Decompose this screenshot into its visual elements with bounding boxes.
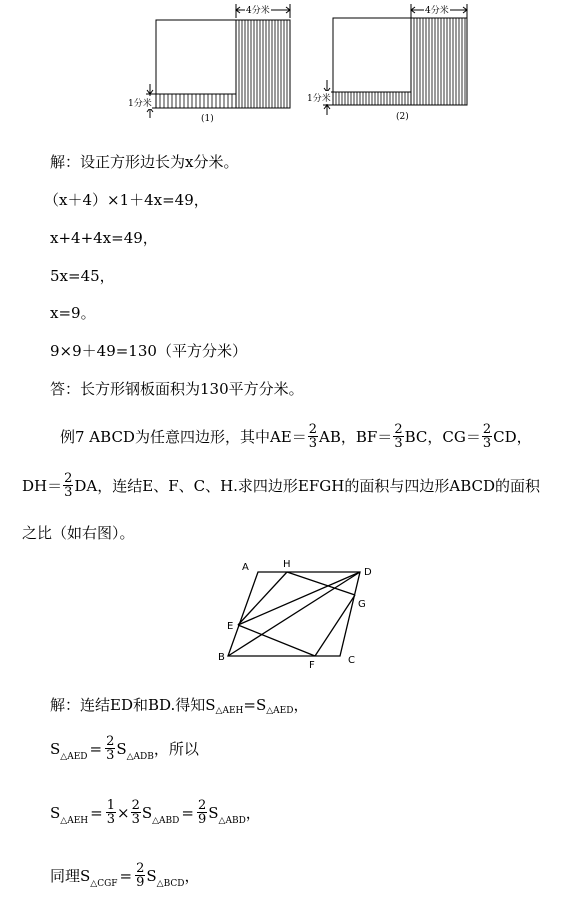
fraction-two-thirds: $\frac{2}{3}$: [64, 471, 73, 500]
fraction-two-thirds: $\frac{2}{3}$: [394, 422, 403, 451]
solution2-line-3: [50, 799, 261, 826]
solution1-line-5: x=9。: [50, 304, 96, 322]
fraction-two-thirds: $\frac{2}{3}$: [308, 422, 318, 451]
figure-1-caption: (1): [201, 114, 214, 124]
solution2-text: 解：连结ED和BD.得知S: [50, 696, 216, 714]
solution1-line-6: 9×9＋49=130（平方分米）: [50, 342, 247, 360]
solution2-line-4: [50, 862, 200, 889]
example7-text-d: CD，: [493, 428, 532, 446]
solution2-line-2: [50, 735, 199, 762]
solution2-text: S: [141, 803, 153, 822]
vertex-H: H: [283, 559, 291, 570]
solution2-line-1: [50, 694, 308, 716]
solution2-text: ，所以: [153, 740, 199, 758]
solution1-line-3: x+4+4x=49，: [50, 229, 158, 247]
solution2-text: S: [50, 739, 61, 758]
vertex-B: B: [218, 652, 225, 663]
fraction-two-thirds: $\frac{2}{3}$: [482, 422, 492, 451]
figure-2: [307, 0, 477, 130]
solution1-answer: 答：长方形钢板面积为130平方分米。: [50, 380, 304, 398]
figure-2-dim-left: 1分米: [307, 91, 331, 104]
equals-sign: =: [89, 739, 103, 758]
times-sign: ×: [116, 803, 130, 822]
example7-text-e: DH＝: [22, 477, 63, 495]
figure-2-dim-top: 4分米: [424, 3, 450, 16]
equals-sign: =: [181, 803, 194, 822]
subscript: △AEH: [60, 816, 89, 826]
fraction: $\frac{1}{3}$: [106, 798, 115, 827]
subscript: △ADB: [126, 752, 154, 762]
fraction: $\frac{2}{3}$: [106, 734, 115, 763]
equals-sign: =: [90, 803, 103, 822]
example7-line-2: [22, 472, 540, 499]
vertex-D: D: [364, 567, 372, 578]
vertex-F: F: [309, 660, 315, 671]
solution2-text: =S: [243, 696, 267, 714]
subscript: △CGF: [90, 879, 118, 889]
vertex-E: E: [227, 621, 234, 632]
solution1-line-1: 解：设正方形边长为x分米。: [50, 153, 239, 171]
subscript: △ABD: [218, 816, 246, 826]
solution2-text: S: [208, 803, 219, 822]
fraction: $\frac{2}{3}$: [131, 798, 140, 827]
example7-line-3: 之比（如右图）。: [22, 524, 135, 542]
fraction: $\frac{2}{9}$: [197, 798, 207, 827]
figure-1-dim-top: 4分米: [245, 3, 271, 16]
vertex-C: C: [348, 655, 355, 666]
example7-text-c: BC，CG＝: [404, 428, 481, 446]
subscript: △AED: [60, 752, 88, 762]
example7-text-a: 例7 ABCD为任意四边形，其中AE＝: [60, 428, 307, 446]
solution2-text: S: [50, 803, 61, 822]
figure-2-caption: (2): [396, 112, 409, 122]
subscript: △AEH: [215, 706, 244, 716]
fraction: $\frac{2}{9}$: [136, 861, 145, 890]
vertex-G: G: [358, 599, 366, 610]
subscript: △AED: [266, 706, 294, 716]
example7-text-f: DA，连结E、F、C、H.求四边形EFGH的面积与四边形ABCD的面积: [74, 477, 540, 495]
vertex-A: A: [242, 562, 249, 573]
example7-line-1: [60, 423, 532, 450]
solution2-text: ，: [184, 867, 200, 885]
solution2-text: 同理S: [50, 867, 91, 885]
quadrilateral-diagram: [210, 555, 380, 675]
figure-1: [130, 0, 300, 130]
solution2-text: ，: [245, 804, 261, 822]
subscript: △ABD: [152, 816, 180, 826]
solution2-text: S: [146, 866, 157, 885]
solution1-line-4: 5x=45，: [50, 267, 115, 285]
subscript: △BCD: [156, 879, 185, 889]
example7-text-b: AB，BF＝: [319, 428, 393, 446]
equals-sign: =: [119, 866, 133, 885]
solution1-line-2: （x＋4）×1＋4x=49，: [44, 191, 209, 209]
figure-1-dim-left: 1分米: [128, 96, 152, 109]
solution2-text: ，: [293, 696, 309, 714]
solution2-text: S: [116, 739, 127, 758]
